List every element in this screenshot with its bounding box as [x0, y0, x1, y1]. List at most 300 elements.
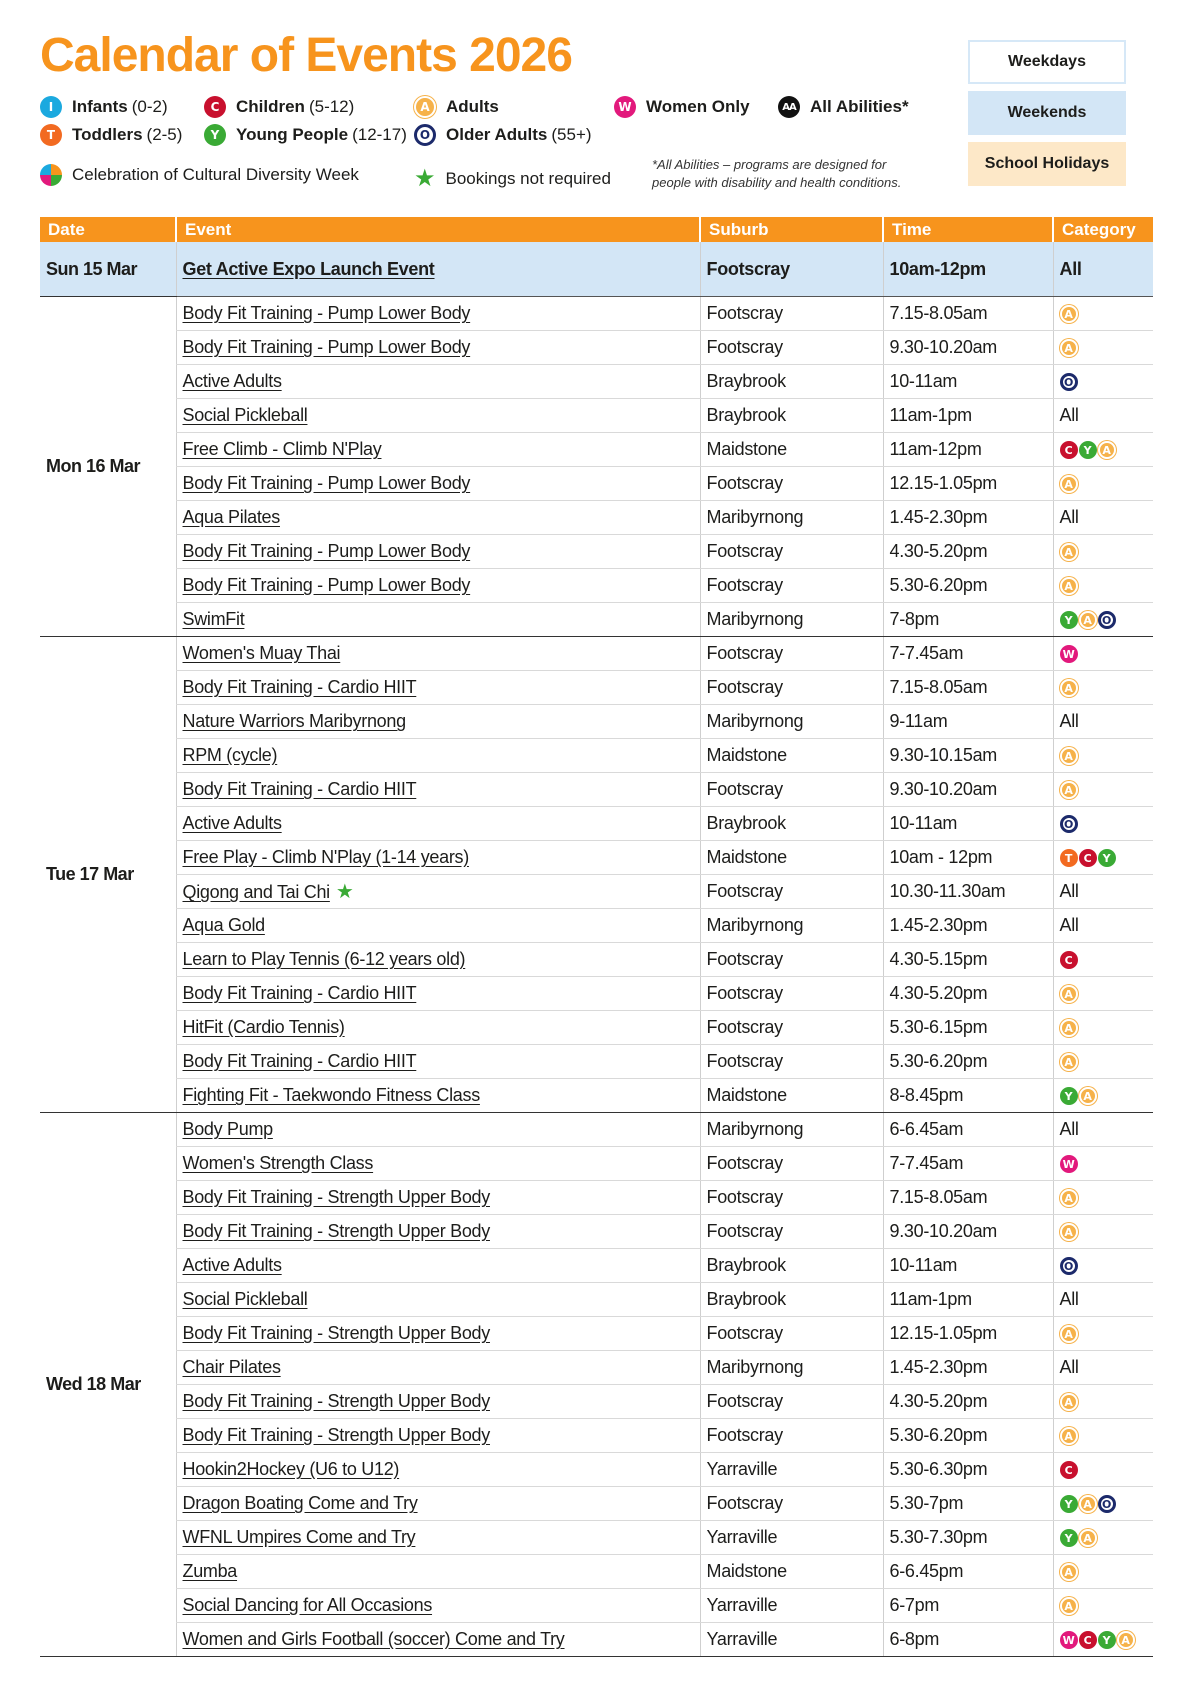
suburb-cell: Yarraville [700, 1623, 883, 1657]
star-icon: ★ [414, 165, 436, 192]
legend-range: (55+) [551, 125, 592, 144]
time-cell: 6-8pm [883, 1623, 1053, 1657]
event-cell[interactable] [176, 242, 700, 297]
event-cell[interactable] [176, 1181, 700, 1215]
legend-label: Women Only [646, 97, 750, 116]
category-badge-icon: O [1060, 373, 1078, 391]
event-link[interactable]: Women and Girls Football (soccer) Come and Try [182, 1629, 565, 1649]
event-cell[interactable] [176, 467, 700, 501]
event-link[interactable]: Hookin2Hockey (U6 to U12) [182, 1459, 400, 1479]
category-cell [1053, 433, 1153, 467]
date-cell: Mon 16 Mar [40, 297, 176, 637]
suburb-cell: Footscray [700, 671, 883, 705]
adults-badge-icon: A [414, 96, 436, 118]
category-cell [1053, 1623, 1153, 1657]
table-row [40, 1521, 1153, 1555]
time-cell: 7.15-8.05am [883, 297, 1053, 331]
time-cell: 10.30-11.30am [883, 875, 1053, 909]
legend-range: (5-12) [308, 97, 355, 116]
category-badge-icon: A [1060, 543, 1078, 561]
event-cell[interactable] [176, 433, 700, 467]
legend-cultural-diversity [40, 164, 359, 186]
category-badge-icon: A [1060, 1053, 1078, 1071]
legend-label: Toddlers [72, 125, 143, 144]
event-cell[interactable] [176, 1147, 700, 1181]
table-row [40, 433, 1153, 467]
category-cell [1053, 773, 1153, 807]
category-badge-icon: A [1098, 441, 1116, 459]
suburb-cell: Braybrook [700, 807, 883, 841]
suburb-cell: Footscray [700, 1419, 883, 1453]
event-link[interactable]: Active Adults [182, 1255, 282, 1275]
time-cell: 5.30-7pm [883, 1487, 1053, 1521]
event-cell[interactable] [176, 637, 700, 671]
legend-label: Young People [236, 125, 349, 144]
suburb-cell: Footscray [700, 1011, 883, 1045]
time-cell: 7-7.45am [883, 637, 1053, 671]
table-row [40, 1181, 1153, 1215]
category-cell [1053, 297, 1153, 331]
event-link[interactable]: Body Fit Training - Pump Lower Body [182, 473, 471, 493]
note-line: *All Abilities – programs are designed for [652, 157, 887, 172]
event-cell[interactable] [176, 773, 700, 807]
category-badge-icon: O [1098, 1495, 1116, 1513]
older-adults-badge-icon: O [414, 124, 436, 146]
category-badge-icon: W [1060, 1155, 1078, 1173]
event-link[interactable]: Nature Warriors Maribyrnong [182, 711, 406, 731]
category-badge-icon: A [1117, 1631, 1135, 1649]
event-cell[interactable] [176, 297, 700, 331]
category-badge-icon: C [1079, 849, 1097, 867]
suburb-cell: Footscray [700, 297, 883, 331]
time-cell: 9.30-10.15am [883, 739, 1053, 773]
event-link[interactable]: Body Fit Training - Cardio HIIT [182, 677, 417, 697]
category-badge-icon: A [1079, 1529, 1097, 1547]
event-link[interactable]: Chair Pilates [182, 1357, 281, 1377]
category-cell [1053, 1317, 1153, 1351]
key-weekends: Weekends [968, 91, 1126, 135]
category-badge-icon: A [1060, 1427, 1078, 1445]
event-link[interactable]: Body Fit Training - Strength Upper Body [182, 1187, 490, 1207]
date-cell: Tue 17 Mar [40, 637, 176, 1113]
event-link[interactable]: Active Adults [182, 371, 282, 391]
category-cell [1053, 1045, 1153, 1079]
event-link[interactable]: Body Fit Training - Pump Lower Body [182, 541, 471, 561]
suburb-cell: Footscray [700, 569, 883, 603]
table-row [40, 1045, 1153, 1079]
key-weekdays: Weekdays [968, 40, 1126, 84]
category-cell: All [1053, 501, 1153, 535]
event-link[interactable]: HitFit (Cardio Tennis) [182, 1017, 345, 1037]
event-link[interactable]: Body Fit Training - Cardio HIIT [182, 1051, 417, 1071]
event-cell[interactable] [176, 603, 700, 637]
event-link[interactable]: Body Fit Training - Pump Lower Body [182, 337, 471, 357]
category-badge-icon: A [1079, 1087, 1097, 1105]
category-badge-icon: Y [1079, 441, 1097, 459]
legend-label: Adults [446, 97, 499, 116]
category-cell [1053, 535, 1153, 569]
suburb-cell: Maribyrnong [700, 705, 883, 739]
event-link[interactable]: Aqua Pilates [182, 507, 280, 527]
category-cell [1053, 1249, 1153, 1283]
event-link[interactable]: Body Fit Training - Pump Lower Body [182, 303, 471, 323]
category-badge-icon: Y [1060, 1529, 1078, 1547]
legend-toddlers [40, 124, 182, 146]
event-cell[interactable] [176, 1555, 700, 1589]
category-badge-icon: A [1060, 679, 1078, 697]
category-cell: All [1053, 242, 1153, 297]
event-cell[interactable] [176, 331, 700, 365]
legend-all-abilities [778, 96, 913, 118]
suburb-cell: Maribyrnong [700, 603, 883, 637]
event-cell[interactable] [176, 1283, 700, 1317]
time-cell: 5.30-6.15pm [883, 1011, 1053, 1045]
page-title: Calendar of Events 2026 [40, 29, 572, 82]
category-badge-icon: A [1060, 781, 1078, 799]
table-row [40, 1487, 1153, 1521]
table-row [40, 1113, 1153, 1147]
table-row [40, 1453, 1153, 1487]
category-cell [1053, 1419, 1153, 1453]
event-link[interactable]: Body Fit Training - Cardio HIIT [182, 779, 417, 799]
date-cell: Wed 18 Mar [40, 1113, 176, 1657]
time-cell: 7.15-8.05am [883, 671, 1053, 705]
category-badge-icon: O [1098, 611, 1116, 629]
legend-label: Children [236, 97, 305, 116]
event-cell[interactable] [176, 1215, 700, 1249]
event-link[interactable]: WFNL Umpires Come and Try [182, 1527, 416, 1547]
suburb-cell: Braybrook [700, 1283, 883, 1317]
time-cell: 4.30-5.20pm [883, 1385, 1053, 1419]
time-cell: 1.45-2.30pm [883, 1351, 1053, 1385]
category-cell [1053, 1147, 1153, 1181]
event-link[interactable]: Zumba [182, 1561, 238, 1581]
date-cell: Sun 15 Mar [40, 242, 176, 297]
time-cell: 12.15-1.05pm [883, 1317, 1053, 1351]
table-row [40, 943, 1153, 977]
event-cell[interactable] [176, 399, 700, 433]
event-link[interactable]: Body Fit Training - Cardio HIIT [182, 983, 417, 1003]
table-row [40, 467, 1153, 501]
time-cell: 5.30-6.20pm [883, 569, 1053, 603]
time-cell: 5.30-6.20pm [883, 1045, 1053, 1079]
time-cell: 9.30-10.20am [883, 331, 1053, 365]
table-row [40, 1147, 1153, 1181]
event-cell[interactable] [176, 1317, 700, 1351]
table-header [40, 217, 1153, 242]
events-table [40, 217, 1153, 1657]
event-cell[interactable] [176, 1623, 700, 1657]
table-row [40, 1283, 1153, 1317]
event-cell[interactable] [176, 807, 700, 841]
event-link[interactable]: Free Climb - Climb N'Play [182, 439, 382, 459]
category-cell [1053, 1555, 1153, 1589]
table-row [40, 671, 1153, 705]
legend-range: (2-5) [146, 125, 183, 144]
category-badge-icon: Y [1060, 1087, 1078, 1105]
table-row [40, 331, 1153, 365]
event-link[interactable]: Body Fit Training - Strength Upper Body [182, 1425, 490, 1445]
legend-range: (12-17) [352, 125, 407, 144]
star-icon: ★ [335, 881, 354, 903]
suburb-cell: Maribyrnong [700, 909, 883, 943]
suburb-cell: Footscray [700, 1385, 883, 1419]
time-cell: 10am - 12pm [883, 841, 1053, 875]
legend-children [204, 96, 354, 118]
category-cell [1053, 637, 1153, 671]
event-link[interactable]: Body Pump [182, 1119, 273, 1139]
event-link[interactable]: Get Active Expo Launch Event [182, 258, 435, 279]
category-cell [1053, 1215, 1153, 1249]
event-link[interactable]: SwimFit [182, 609, 245, 629]
event-link[interactable]: Learn to Play Tennis (6-12 years old) [182, 949, 466, 969]
suburb-cell: Braybrook [700, 365, 883, 399]
event-cell[interactable] [176, 1011, 700, 1045]
table-row [40, 739, 1153, 773]
category-cell [1053, 1487, 1153, 1521]
suburb-cell: Footscray [700, 977, 883, 1011]
table-row [40, 1555, 1153, 1589]
category-cell: All [1053, 909, 1153, 943]
category-badge-icon: A [1060, 1563, 1078, 1581]
event-cell[interactable] [176, 365, 700, 399]
event-cell[interactable] [176, 1079, 700, 1113]
event-cell[interactable] [176, 841, 700, 875]
time-cell: 1.45-2.30pm [883, 501, 1053, 535]
suburb-cell: Maidstone [700, 433, 883, 467]
event-cell[interactable] [176, 875, 700, 909]
header-time: Time [883, 217, 1053, 242]
category-badge-icon: A [1060, 475, 1078, 493]
time-cell: 12.15-1.05pm [883, 467, 1053, 501]
category-badge-icon: O [1060, 1257, 1078, 1275]
table-row [40, 773, 1153, 807]
time-cell: 9-11am [883, 705, 1053, 739]
time-cell: 6-6.45am [883, 1113, 1053, 1147]
event-cell[interactable] [176, 943, 700, 977]
event-link[interactable]: Qigong and Tai Chi [182, 882, 330, 902]
suburb-cell: Braybrook [700, 1249, 883, 1283]
category-cell [1053, 365, 1153, 399]
category-cell [1053, 841, 1153, 875]
category-badge-icon: A [1060, 1189, 1078, 1207]
table-row [40, 1419, 1153, 1453]
time-cell: 11am-1pm [883, 1283, 1053, 1317]
event-cell[interactable] [176, 1385, 700, 1419]
all-abilities-note [652, 156, 952, 192]
suburb-cell: Footscray [700, 467, 883, 501]
time-cell: 10-11am [883, 365, 1053, 399]
event-cell[interactable] [176, 1351, 700, 1385]
time-cell: 5.30-6.30pm [883, 1453, 1053, 1487]
event-cell[interactable] [176, 1045, 700, 1079]
category-badge-icon: A [1060, 577, 1078, 595]
category-badge-icon: A [1060, 339, 1078, 357]
category-badge-icon: Y [1060, 1495, 1078, 1513]
event-cell[interactable] [176, 1589, 700, 1623]
suburb-cell: Footscray [700, 1147, 883, 1181]
table-row [40, 1589, 1153, 1623]
toddlers-badge-icon: T [40, 124, 62, 146]
category-badge-icon: A [1060, 1223, 1078, 1241]
category-cell [1053, 1385, 1153, 1419]
table-row [40, 1079, 1153, 1113]
category-cell: All [1053, 705, 1153, 739]
all-abilities-badge-icon: AA [778, 96, 800, 118]
category-cell [1053, 943, 1153, 977]
category-badge-icon: A [1060, 1325, 1078, 1343]
event-cell[interactable] [176, 739, 700, 773]
event-link[interactable]: Body Fit Training - Strength Upper Body [182, 1221, 490, 1241]
event-cell[interactable] [176, 977, 700, 1011]
event-link[interactable]: Dragon Boating Come and Try [182, 1493, 418, 1513]
category-cell: All [1053, 1113, 1153, 1147]
suburb-cell: Footscray [700, 773, 883, 807]
header-category: Category [1053, 217, 1153, 242]
event-cell[interactable] [176, 569, 700, 603]
suburb-cell: Footscray [700, 1045, 883, 1079]
category-badge-icon: Y [1098, 1631, 1116, 1649]
table-row [40, 535, 1153, 569]
suburb-cell: Footscray [700, 242, 883, 297]
table-row [40, 1011, 1153, 1045]
event-link[interactable]: Active Adults [182, 813, 282, 833]
table-row [40, 637, 1153, 671]
header-suburb: Suburb [700, 217, 883, 242]
category-badge-icon: Y [1060, 611, 1078, 629]
category-badge-icon: O [1060, 815, 1078, 833]
table-row [40, 909, 1153, 943]
event-cell[interactable] [176, 1453, 700, 1487]
event-cell[interactable] [176, 705, 700, 739]
time-cell: 10-11am [883, 807, 1053, 841]
category-badge-icon: A [1060, 1019, 1078, 1037]
table-row [40, 365, 1153, 399]
children-badge-icon: C [204, 96, 226, 118]
category-badge-icon: A [1079, 1495, 1097, 1513]
time-cell: 7-7.45am [883, 1147, 1053, 1181]
suburb-cell: Yarraville [700, 1453, 883, 1487]
young-people-badge-icon: Y [204, 124, 226, 146]
event-cell[interactable] [176, 1521, 700, 1555]
table-row [40, 705, 1153, 739]
legend-adults [414, 96, 503, 118]
table-row [40, 977, 1153, 1011]
event-link[interactable]: Free Play - Climb N'Play (1-14 years) [182, 847, 469, 867]
category-cell: All [1053, 399, 1153, 433]
suburb-cell: Footscray [700, 1317, 883, 1351]
table-row [40, 501, 1153, 535]
women-only-badge-icon: W [614, 96, 636, 118]
suburb-cell: Maribyrnong [700, 501, 883, 535]
event-cell[interactable] [176, 1113, 700, 1147]
suburb-cell: Braybrook [700, 399, 883, 433]
table-row-launch [40, 242, 1153, 297]
time-cell: 11am-1pm [883, 399, 1053, 433]
table-row [40, 1351, 1153, 1385]
category-cell [1053, 1011, 1153, 1045]
table-row [40, 569, 1153, 603]
note-line: people with disability and health conditions. [652, 175, 902, 190]
event-cell[interactable] [176, 535, 700, 569]
event-cell[interactable] [176, 1419, 700, 1453]
category-cell [1053, 1589, 1153, 1623]
category-cell [1053, 603, 1153, 637]
event-link[interactable]: Body Fit Training - Strength Upper Body [182, 1323, 490, 1343]
category-cell [1053, 331, 1153, 365]
suburb-cell: Maribyrnong [700, 1351, 883, 1385]
category-cell [1053, 467, 1153, 501]
table-row [40, 399, 1153, 433]
table-row [40, 603, 1153, 637]
category-cell: All [1053, 875, 1153, 909]
event-link[interactable]: Social Pickleball [182, 1289, 308, 1309]
category-cell [1053, 1521, 1153, 1555]
category-badge-icon: C [1079, 1631, 1097, 1649]
category-badge-icon: A [1060, 747, 1078, 765]
time-cell: 10am-12pm [883, 242, 1053, 297]
table-row [40, 1249, 1153, 1283]
event-link[interactable]: RPM (cycle) [182, 745, 278, 765]
event-link[interactable]: Body Fit Training - Strength Upper Body [182, 1391, 490, 1411]
time-cell: 8-8.45pm [883, 1079, 1053, 1113]
event-link[interactable]: Social Dancing for All Occasions [182, 1595, 433, 1615]
category-badge-icon: A [1060, 1597, 1078, 1615]
legend-young-people [204, 124, 407, 146]
infants-badge-icon: I [40, 96, 62, 118]
category-cell [1053, 569, 1153, 603]
table-row [40, 1623, 1153, 1657]
time-cell: 11am-12pm [883, 433, 1053, 467]
suburb-cell: Maidstone [700, 1555, 883, 1589]
header-event: Event [176, 217, 700, 242]
event-cell[interactable] [176, 909, 700, 943]
category-badge-icon: T [1060, 849, 1078, 867]
category-cell [1053, 671, 1153, 705]
suburb-cell: Footscray [700, 1215, 883, 1249]
event-cell[interactable] [176, 671, 700, 705]
category-cell [1053, 1453, 1153, 1487]
key-school-holidays: School Holidays [968, 142, 1126, 186]
suburb-cell: Footscray [700, 1181, 883, 1215]
event-link[interactable]: Social Pickleball [182, 405, 308, 425]
time-cell: 10-11am [883, 1249, 1053, 1283]
event-link[interactable]: Fighting Fit - Taekwondo Fitness Class [182, 1085, 480, 1105]
legend-infants [40, 96, 168, 118]
event-cell[interactable] [176, 1487, 700, 1521]
event-link[interactable]: Body Fit Training - Pump Lower Body [182, 575, 471, 595]
legend-label: Older Adults [446, 125, 548, 144]
category-cell [1053, 1181, 1153, 1215]
category-badge-icon: C [1060, 441, 1078, 459]
suburb-cell: Maribyrnong [700, 1113, 883, 1147]
category-badge-icon: A [1060, 985, 1078, 1003]
time-cell: 6-7pm [883, 1589, 1053, 1623]
cultural-diversity-icon [40, 164, 62, 186]
time-cell: 9.30-10.20am [883, 773, 1053, 807]
event-cell[interactable] [176, 501, 700, 535]
time-cell: 9.30-10.20am [883, 1215, 1053, 1249]
category-cell: All [1053, 1283, 1153, 1317]
event-link[interactable]: Aqua Gold [182, 915, 265, 935]
table-row [40, 1385, 1153, 1419]
category-cell [1053, 977, 1153, 1011]
event-link[interactable]: Women's Muay Thai [182, 643, 341, 663]
event-link[interactable]: Women's Strength Class [182, 1153, 374, 1173]
table-row [40, 1215, 1153, 1249]
legend-bookings [414, 164, 611, 193]
event-cell[interactable] [176, 1249, 700, 1283]
